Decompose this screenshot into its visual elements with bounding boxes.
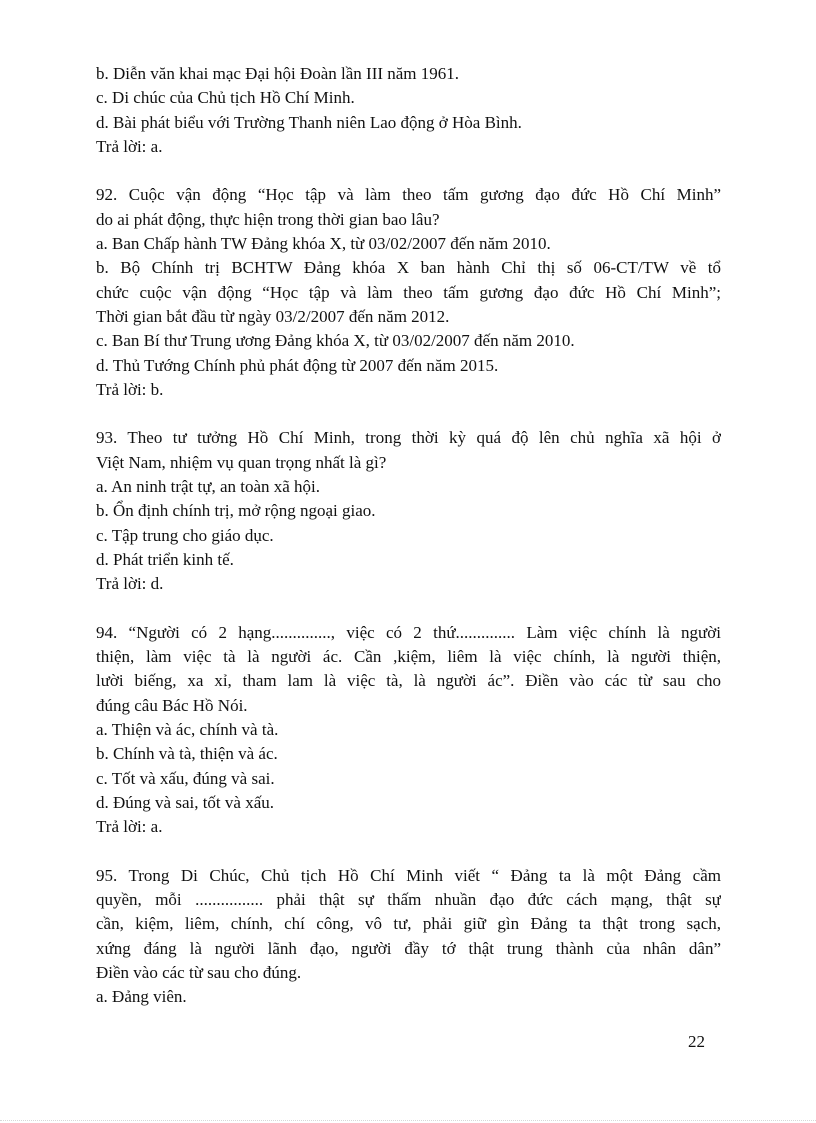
q93-question-line-1: 93. Theo tư tưởng Hồ Chí Minh, trong thời kỳ quá độ lên chủ nghĩa xã hội ở <box>96 428 721 448</box>
q94-option-b: b. Chính và tà, thiện và ác. <box>96 744 278 764</box>
q95-question-line-4: xứng đáng là người lãnh đạo, người đầy tớ thật trung thành của nhân dân” <box>96 938 721 958</box>
q92-option-b-line-2: chức cuộc vận động “Học tập và làm theo tấm gương đạo đức Hồ Chí Minh”; <box>96 282 721 302</box>
q93-option-a: a. An ninh trật tự, an toàn xã hội. <box>96 477 321 497</box>
q92-question-line-2: do ai phát động, thực hiện trong thời gian bao lâu? <box>96 209 440 229</box>
q94-option-d: d. Đúng và sai, tốt và xấu. <box>96 792 274 812</box>
q91-option-c: c. Di chúc của Chủ tịch Hồ Chí Minh. <box>96 88 355 108</box>
q92-option-c: c. Ban Bí thư Trung ương Đảng khóa X, từ 03/02/2007 đến năm 2010. <box>96 331 575 351</box>
q94-option-a: a. Thiện và ác, chính và tà. <box>96 720 279 740</box>
q93-option-b: b. Ổn định chính trị, mở rộng ngoại giao. <box>96 501 376 521</box>
q93-question-line-2: Việt Nam, nhiệm vụ quan trọng nhất là gì? <box>96 452 387 472</box>
q92-answer: Trả lời: b. <box>96 379 164 399</box>
q95-question-line-5: Điền vào các từ sau cho đúng. <box>96 962 302 982</box>
q94-question-line-3: lười biếng, xa xỉ, tham lam là việc tà, là người ác”. Điền vào các từ sau cho <box>96 671 721 691</box>
q95-question-line-1: 95. Trong Di Chúc, Chủ tịch Hồ Chí Minh viết “ Đảng ta là một Đảng cầm <box>96 865 721 885</box>
q94-option-c: c. Tốt và xấu, đúng và sai. <box>96 768 275 788</box>
q95-question-line-3: cần, kiệm, liêm, chính, chí công, vô tư, phải giữ gìn Đảng ta thật trong sạch, <box>96 914 721 934</box>
page-bottom-divider <box>0 1120 816 1121</box>
q95-question-line-2: quyền, mỗi ................ phải thật sự thấm nhuần đạo đức cách mạng, thật sự <box>96 890 721 910</box>
q92-option-d: d. Thủ Tướng Chính phủ phát động từ 2007 đến năm 2015. <box>96 355 499 375</box>
q93-option-c: c. Tập trung cho giáo dục. <box>96 525 274 545</box>
q93-option-d: d. Phát triển kinh tế. <box>96 549 234 569</box>
q94-question-line-4: đúng câu Bác Hồ Nói. <box>96 695 248 715</box>
q92-option-b-line-1: b. Bộ Chính trị BCHTW Đảng khóa X ban hành Chỉ thị số 06-CT/TW về tổ <box>96 258 721 278</box>
document-page <box>96 62 721 1010</box>
q95-option-a: a. Đảng viên. <box>96 987 187 1007</box>
spacer <box>96 402 721 426</box>
spacer <box>96 597 721 621</box>
q94-answer: Trả lời: a. <box>96 817 163 837</box>
q94-question-line-1: 94. “Người có 2 hạng.............., việc có 2 thứ.............. Làm việc chính là người <box>96 622 721 642</box>
spacer <box>96 840 721 864</box>
q92-option-a: a. Ban Chấp hành TW Đảng khóa X, từ 03/02/2007 đến năm 2010. <box>96 234 551 254</box>
q91-option-d: d. Bài phát biểu với Trường Thanh niên Lao động ở Hòa Bình. <box>96 112 522 132</box>
q91-answer: Trả lời: a. <box>96 136 163 156</box>
q92-question-line-1: 92. Cuộc vận động “Học tập và làm theo tấm gương đạo đức Hồ Chí Minh” <box>96 185 721 205</box>
page-number: 22 <box>688 1032 705 1051</box>
spacer <box>96 159 721 183</box>
q91-option-b: b. Diễn văn khai mạc Đại hội Đoàn lần III năm 1961. <box>96 64 460 83</box>
q94-question-line-2: thiện, làm việc tà là người ác. Cần ,kiệm, liêm là việc chính, là người thiện, <box>96 647 721 667</box>
q92-option-b-line-3: Thời gian bắt đầu từ ngày 03/2/2007 đến năm 2012. <box>96 306 450 326</box>
q93-answer: Trả lời: d. <box>96 574 164 594</box>
